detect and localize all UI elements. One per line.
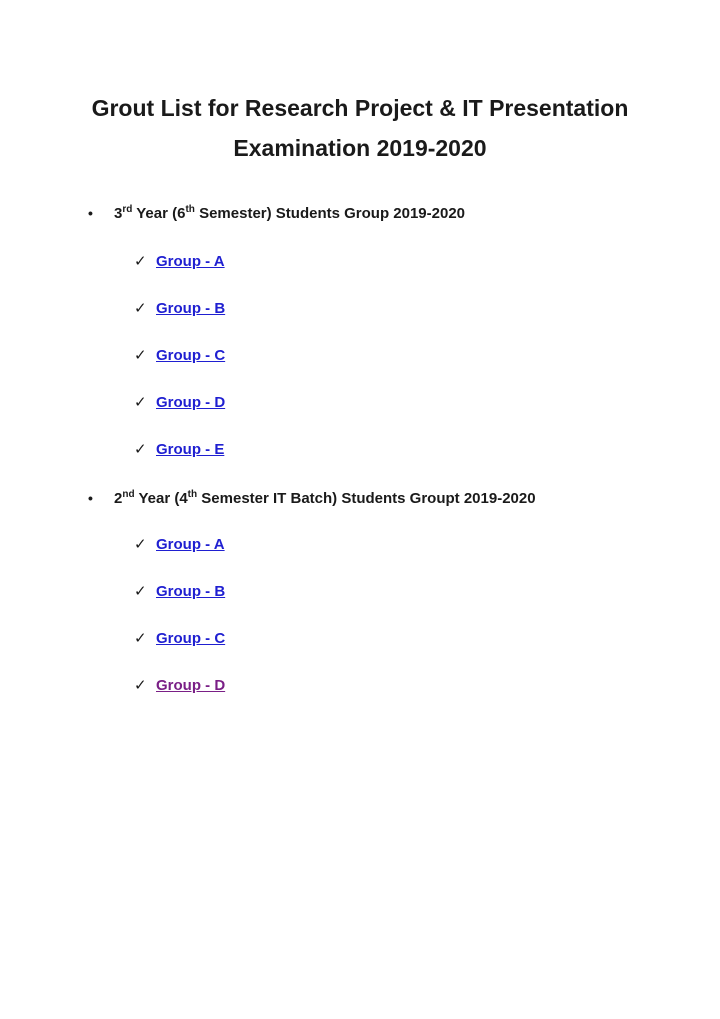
year-suffix: rd [122,204,133,215]
group-d-link[interactable]: Group - D [156,394,226,411]
semester-suffix: th [187,489,198,500]
list-item [134,393,225,413]
title-line-2: Examination 2019-2020 [233,135,487,161]
heading-text-b: Semester) Students Group 2019-2020 [194,205,466,222]
page-title [60,88,660,168]
list-item [134,676,225,696]
group-e-link[interactable]: Group - E [156,441,225,458]
check-icon: ✓ [134,347,147,364]
check-icon: ✓ [134,536,147,553]
group-d-link[interactable]: Group - D [156,677,226,694]
year-number: 2 [114,490,123,507]
section-heading-2nd-year [88,488,536,509]
list-item [134,252,225,272]
semester-suffix: th [185,204,195,215]
list-item [134,346,225,366]
section-heading-3rd-year [88,203,465,224]
check-icon: ✓ [134,630,147,647]
group-b-link[interactable]: Group - B [156,300,226,317]
bullet-icon: • [88,205,93,221]
check-icon: ✓ [134,583,147,600]
check-icon: ✓ [134,677,147,694]
heading-text-a: Year (4 [134,490,188,507]
heading-text-a: Year (6 [132,205,186,222]
title-line-1: Grout List for Research Project & IT Presentation [91,95,629,121]
list-item [134,299,225,319]
group-a-link[interactable]: Group - A [156,253,225,270]
group-c-link[interactable]: Group - C [156,630,226,647]
list-item [134,440,224,460]
bullet-icon: • [88,490,93,506]
group-a-link[interactable]: Group - A [156,536,225,553]
group-b-link[interactable]: Group - B [156,583,226,600]
heading-text-b: Semester IT Batch) Students Groupt 2019-2020 [197,490,536,507]
check-icon: ✓ [134,441,147,458]
check-icon: ✓ [134,300,147,317]
group-c-link[interactable]: Group - C [156,347,226,364]
year-suffix: nd [122,489,135,500]
check-icon: ✓ [134,394,147,411]
list-item [134,535,225,555]
check-icon: ✓ [134,253,147,270]
list-item [134,582,225,602]
list-item [134,629,225,649]
year-number: 3 [114,205,123,222]
